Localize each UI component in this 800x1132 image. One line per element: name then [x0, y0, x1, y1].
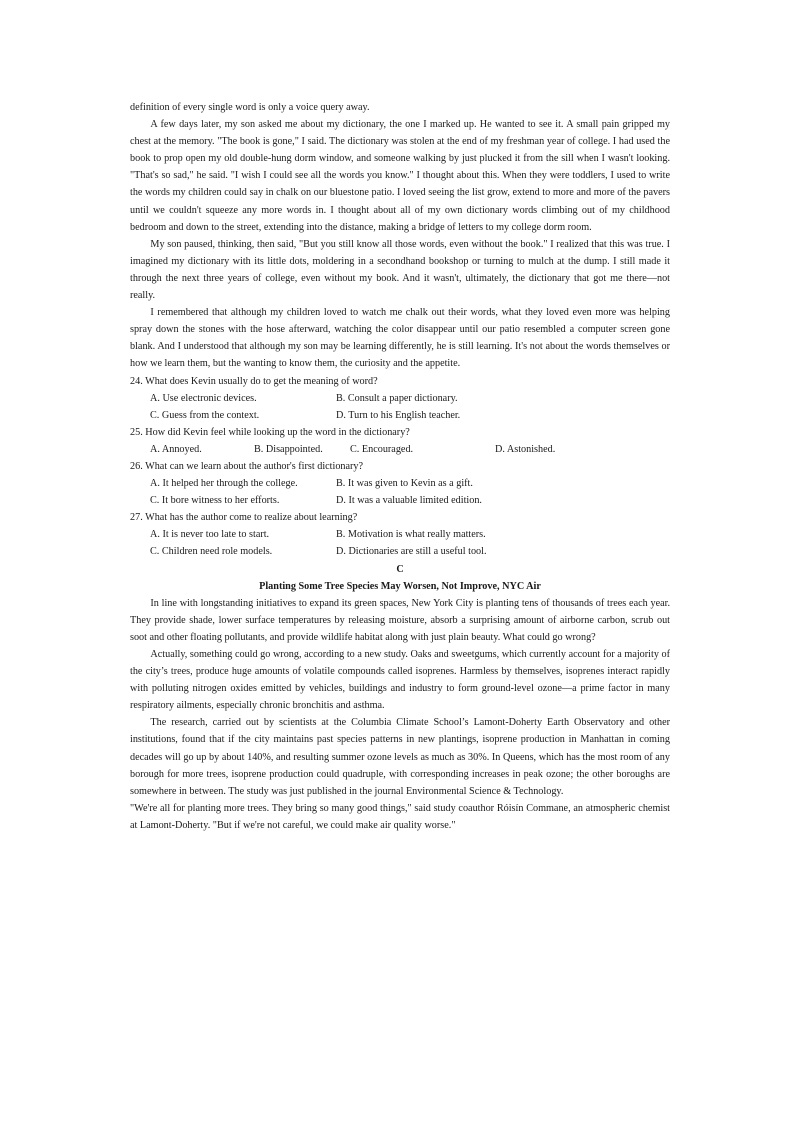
passage-c-closing-quote: "We're all for planting more trees. They bring so many good things," said study coauthor Róisín Commane, an atmospheric chemist at Lamont-Doherty. "But if we're not careful, we could make air quality worse.": [130, 802, 670, 831]
option-a: A. Use electronic devices.: [150, 392, 257, 404]
passage-c-title: Planting Some Tree Species May Worsen, Not Improve, NYC Air: [259, 580, 541, 592]
option-a: A. It helped her through the college.: [150, 478, 298, 490]
option-a: A. It is never too late to start.: [150, 529, 270, 541]
option-d: D. Turn to his English teacher.: [336, 409, 461, 421]
option-b: B. Disappointed.: [254, 443, 323, 455]
option-c: C. It bore witness to her efforts.: [150, 495, 280, 507]
passage-b-opening-line: definition of every single word is only a voice query away.: [130, 102, 370, 113]
question-stem: 24. What does Kevin usually do to get the meaning of word?: [130, 375, 378, 387]
option-d: D. Astonished.: [495, 443, 556, 455]
passage-b-paragraph-3: I remembered that although my children loved to watch me chalk out their words, what they loved even more was helping spray down the stones with the hose afterward, watching the color disappear until our patio resembled a computer screen gone blank. And I understood that although my son may be learning differently, he is still learning. It's not about the words themselves or how we learn them, but the wanting to know them, the curiosity and the appetite.: [130, 307, 670, 370]
exam-page: [130, 99, 670, 834]
question-24: [130, 373, 670, 424]
question-26: [130, 458, 670, 509]
passage-c-paragraph-1: In line with longstanding initiatives to expand its green spaces, New York City is planting tens of thousands of trees each year. They provide shade, lower surface temperatures by releasing moisture, absorb a surprising amount of airborne carbon, scrub out soot and other floating pollutants, and provide wildlife habitat along with just plain beauty. What could go wrong?: [130, 597, 670, 643]
question-stem: 25. How did Kevin feel while looking up the word in the dictionary?: [130, 426, 410, 438]
question-stem: 27. What has the author come to realize about learning?: [130, 512, 358, 524]
option-c: C. Encouraged.: [350, 443, 414, 455]
option-c: C. Children need role models.: [150, 546, 273, 558]
section-letter: C: [396, 563, 404, 575]
question-27: [130, 509, 670, 560]
question-25: [130, 424, 670, 458]
passage-b-paragraph-1: A few days later, my son asked me about my dictionary, the one I marked up. He wanted to see it. A small pain gripped my chest at the memory. "The book is gone," I said. The dictionary was stolen at the end of my freshman year of college. I had used the book to prop open my old double-hung dorm window, and someone walking by just plucked it from the sill when I wasn't looking. "That's so sad," he said. "I wish I could see all the words you know." I thought about this. When they were toddlers, I used to write the words my children could say in chalk on our bluestone patio. I loved seeing the list grow, extend to more and more of the pavers until we couldn't squeeze any more words in. I thought about all of my own dictionary words climbing out of my childhood bedroom and down to the street, extending into the distance, making a bridge of letters to my college dorm room.: [130, 119, 670, 233]
question-options: [130, 390, 670, 424]
passage-c-paragraph-3: The research, carried out by scientists at the Columbia Climate School’s Lamont-Doherty Earth Observatory and other institutions, found that if the city maintains past species patterns in new plantings, isoprene production in Manhattan in coming decades will go up by about 140%, and resulting summer ozone levels as much as 30%. In Queens, which has the most room of any borough for more trees, isoprene production could quadruple, with corresponding increases in peak ozone; the other boroughs are somewhere in between. The study was just published in the journal Environmental Science & Technology.: [130, 717, 670, 797]
question-options: [130, 526, 670, 560]
option-a: A. Annoyed.: [150, 443, 202, 455]
option-c: C. Guess from the context.: [150, 409, 260, 421]
passage-b-paragraph-2: My son paused, thinking, then said, "But you still know all those words, even without the book." I realized that this was true. I imagined my dictionary with its little dots, moldering in a secondhand bookshop or turning to mulch at the dump. I still made it through the next three years of college, even without my book. And it wasn't, ultimately, the dictionary that got me there—not really.: [130, 238, 670, 302]
option-d: D. It was a valuable limited edition.: [336, 495, 482, 507]
option-b: B. Motivation is what really matters.: [336, 529, 486, 541]
question-options: [130, 475, 670, 509]
option-d: D. Dictionaries are still a useful tool.: [336, 546, 487, 558]
question-options: [130, 441, 670, 458]
passage-c-paragraph-2: Actually, something could go wrong, according to a new study. Oaks and sweetgums, which currently account for a majority of the city’s trees, produce huge amounts of volatile compounds called isoprenes. Harmless by themselves, isoprenes interact rapidly with polluting nitrogen oxides emitted by vehicles, buildings and industry to form ground-level ozone—a prime factor in many respiratory ailments, especially chronic bronchitis and asthma.: [130, 649, 670, 712]
option-b: B. It was given to Kevin as a gift.: [336, 478, 473, 490]
option-b: B. Consult a paper dictionary.: [336, 392, 458, 404]
question-stem: 26. What can we learn about the author's first dictionary?: [130, 460, 364, 472]
